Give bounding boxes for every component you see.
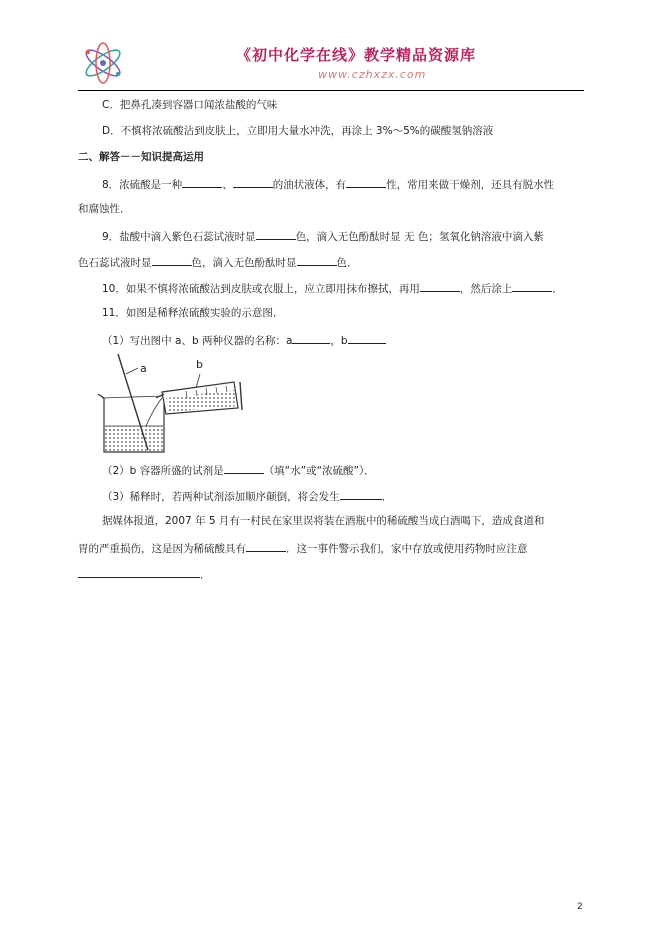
q10-text-3: ． <box>552 283 563 295</box>
section-heading: 二、解答－－知识提高运用 <box>78 151 204 163</box>
q9-text-5: 色． <box>336 257 358 269</box>
header-title: 《初中化学在线》教学精品资源库 <box>236 46 477 64</box>
news-paragraph-line-2 <box>78 540 528 556</box>
q11-3-text-2: ． <box>381 491 393 503</box>
header-url: www.czhxzx.com <box>318 68 427 81</box>
q8-text-2: 、 <box>222 179 233 191</box>
q8-text-1: 8．浓硫酸是一种 <box>102 179 183 191</box>
news-paragraph-line-3 <box>78 566 211 582</box>
question-9-line-1 <box>102 228 544 244</box>
q9-blank-3 <box>297 254 337 266</box>
label-a: a <box>140 362 147 375</box>
news-text-2: ．这一事件警示我们，家中存放或使用药物时应注意 <box>286 543 528 555</box>
question-8-line-2: 和腐蚀性． <box>78 203 131 215</box>
question-9-line-2 <box>78 254 358 270</box>
question-11-part-3 <box>102 488 392 504</box>
news-paragraph-line-1: 据媒体报道，2007 年 5 月有一村民在家里误将装在酒瓶中的稀硫酸当成白酒喝下，造成食道和 <box>102 515 545 527</box>
q8-text-4: 性，常用来做干燥剂，还具有脱水性 <box>386 179 555 191</box>
q11-1-blank-a <box>292 332 330 344</box>
q9-text-3: 色石蕊试液时显 <box>78 257 152 269</box>
news-text-1: 胃的严重损伤，这是因为稀硫酸具有 <box>78 543 246 555</box>
q11-3-text-1: （3）稀释时，若两种试剂添加顺序颠倒，将会发生 <box>102 491 340 503</box>
q11-2-text-1: （2）b 容器所盛的试剂是 <box>102 465 224 477</box>
q10-blank-2 <box>512 280 552 292</box>
q8-blank-3 <box>346 176 386 188</box>
page-header <box>78 38 584 90</box>
q9-text-4: 色，滴入无色酚酞时显 <box>191 257 297 269</box>
q8-text-3: 的油状液体，有 <box>272 179 347 191</box>
question-11-part-2 <box>102 462 375 478</box>
news-text-3: ． <box>200 569 211 581</box>
q11-2-blank <box>224 462 264 474</box>
q10-blank-1 <box>420 280 460 292</box>
q9-text-1: 9．盐酸中滴入紫色石蕊试液时显 <box>102 231 256 243</box>
q11-1-text-2: ，b <box>330 335 348 347</box>
header-divider <box>78 90 584 91</box>
option-c: C．把鼻孔凑到容器口闻浓盐酸的气味 <box>102 99 278 111</box>
page-number: 2 <box>577 902 583 912</box>
question-11-part-1 <box>102 332 386 348</box>
q8-blank-1 <box>182 176 222 188</box>
question-11: 11．如图是稀释浓硫酸实验的示意图． <box>102 307 284 319</box>
q10-text-1: 10．如果不慎将浓硫酸沾到皮肤或衣服上，应立即用抹布擦拭，再用 <box>102 283 420 295</box>
q9-text-2: 色，滴入无色酚酞时显 无 色；氢氧化钠溶液中滴入紫 <box>295 231 544 243</box>
atom-logo-icon <box>80 38 126 88</box>
q10-text-2: ，然后涂上 <box>459 283 513 295</box>
question-10 <box>102 280 563 296</box>
question-8-line-1 <box>102 176 554 192</box>
news-blank-1 <box>246 540 286 552</box>
label-b: b <box>196 358 203 371</box>
dilution-diagram <box>96 352 246 457</box>
q9-blank-2 <box>152 254 192 266</box>
q11-1-text-1: （1）写出图中 a、b 两种仪器的名称：a <box>102 335 293 347</box>
q11-1-blank-b <box>348 332 386 344</box>
option-d: D．不慎将浓硫酸沾到皮肤上，立即用大量水冲洗，再涂上 3%～5%的碳酸氢钠溶液 <box>102 125 494 137</box>
q11-2-text-2: （填“水”或“浓硫酸”）． <box>263 465 375 477</box>
q11-3-blank <box>340 488 382 500</box>
q9-blank-1 <box>256 228 296 240</box>
q8-blank-2 <box>233 176 273 188</box>
news-blank-2 <box>78 566 200 578</box>
